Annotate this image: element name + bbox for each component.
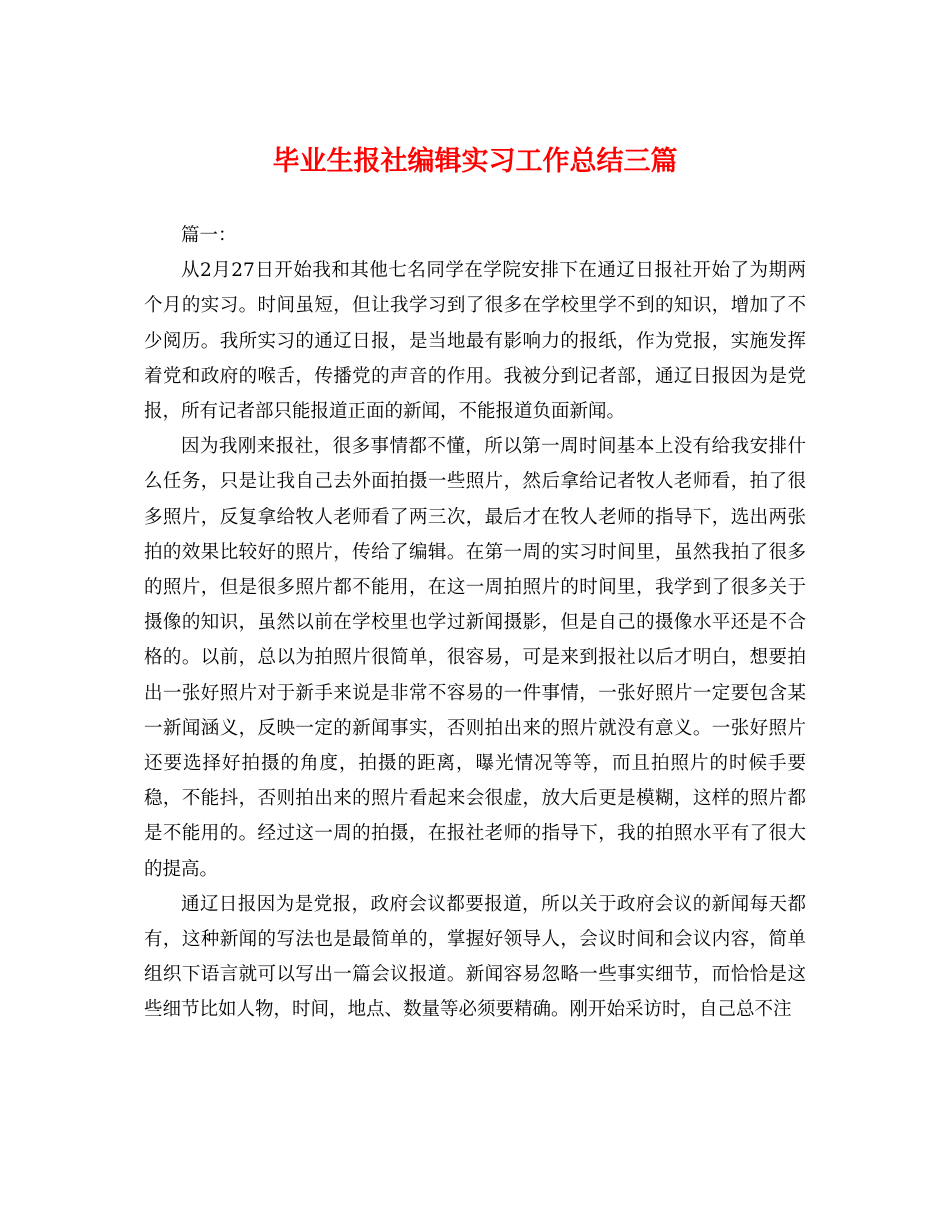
paragraph-3: 通辽日报因为是党报，政府会议都要报道，所以关于政府会议的新闻每天都有，这种新闻的写法也是最简单的，掌握好领导人，会议时间和会议内容，简单组织下语言就可以写出一篇会议报道。新闻容易忽略一些事实细节，而恰恰是这些细节比如人物，时间，地点、数量等必须要精确。刚开始采访时，自己总不注 xyxy=(144,893,806,1021)
section-heading: 篇一： xyxy=(181,225,237,246)
paragraph-2: 因为我刚来报社，很多事情都不懂，所以第一周时间基本上没有给我安排什么任务，只是让我自己去外面拍摄一些照片，然后拿给记者牧人老师看，拍了很多照片，反复拿给牧人老师看了两三次，最后才在牧人老师的指导下，选出两张拍的效果比较好的照片，传给了编辑。在第一周的实习时间里，虽然我拍了很多的照片，但是很多照片都不能用，在这一周拍照片的时间里，我学到了很多关于摄像的知识，虽然以前在学校里也学过新闻摄影，但是自己的摄像水平还是不合格的。以前，总以为拍照片很简单，很容易，可是来到报社以后才明白，想要拍出一张好照片对于新手来说是非常不容易的一件事情，一张好照片一定要包含某一新闻涵义，反映一定的新闻事实，否则拍出来的照片就没有意义。一张好照片还要选择好拍摄的角度，拍摄的距离，曝光情况等等，而且拍照片的时候手要稳，不能抖，否则拍出来的照片看起来会很虚，放大后更是模糊，这样的照片都是不能用的。经过这一周的拍摄，在报社老师的指导下，我的拍照水平有了很大的提高。 xyxy=(144,436,806,880)
document-title: 毕业生报社编辑实习工作总结三篇 xyxy=(272,146,678,177)
document-body xyxy=(144,218,806,1028)
paragraph-1: 从2月27日开始我和其他七名同学在学院安排下在通辽日报社开始了为期两个月的实习。时间虽短，但让我学习到了很多在学校里学不到的知识，增加了不少阅历。我所实习的通辽日报，是当地最有影响力的报纸，作为党报，实施发挥着党和政府的喉舌，传播党的声音的作用。我被分到记者部，通辽日报因为是党报，所有记者部只能报道正面的新闻，不能报道负面新闻。 xyxy=(144,260,806,423)
